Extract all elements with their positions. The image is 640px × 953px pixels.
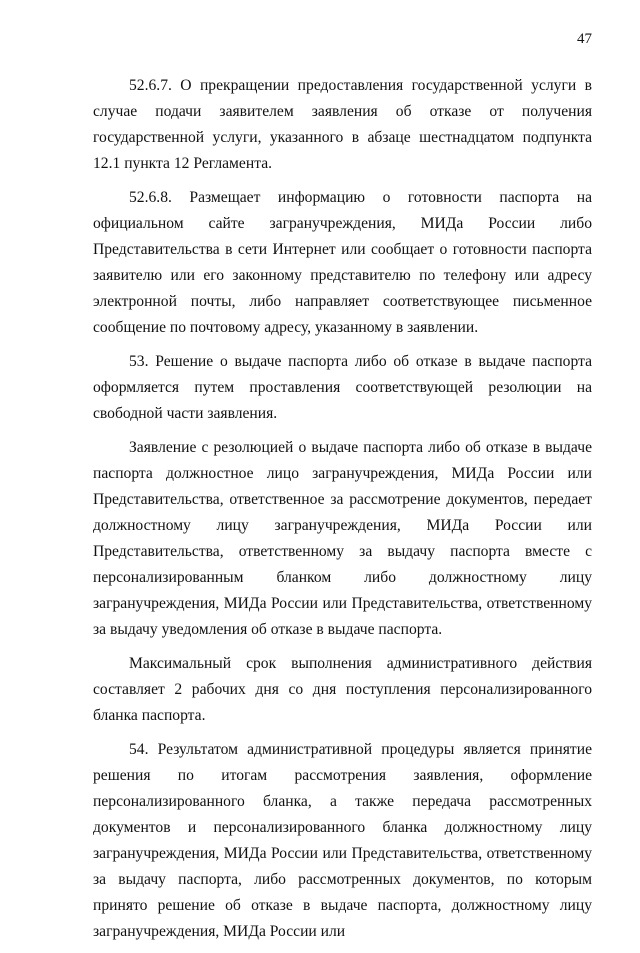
paragraph-54: 54. Результатом административной процедуры является принятие решения по итогам рассмотрения заявления, оформление персонализированного бланка, а также передача рассмотренных документов и персонализированного бланка должностному лицу загранучреждения, МИДа России или Представительства, ответственному за выдачу паспорта, либо рассмотренных документов, по которым принято решение об отказе в выдаче паспорта, должностному лицу загранучреждения, МИДа России или [93, 741, 592, 940]
document-body [93, 73, 592, 953]
paragraph-52-6-7: 52.6.7. О прекращении предоставления государственной услуги в случае подачи заявителем заявления об отказе от получения государственной услуги, указанного в абзаце шестнадцатом подпункта 12.1 пункта 12 Регламента. [93, 77, 592, 172]
paragraph-53: 53. Решение о выдаче паспорта либо об отказе в выдаче паспорта оформляется путем проставления соответствующей резолюции на свободной части заявления. [93, 353, 592, 422]
page-number: 47 [577, 31, 592, 47]
paragraph-application-resolution: Заявление с резолюцией о выдаче паспорта либо об отказе в выдаче паспорта должностное лицо загранучреждения, МИДа России или Представительства, ответственное за рассмотрение документов, передает должностному лицу загранучреждения, МИДа России или Представительства, ответственному за выдачу паспорта вместе с персонализированным бланком либо должностному лицу загранучреждения, МИДа России или Представительства, ответственному за выдачу уведомления об отказе в выдаче паспорта. [93, 439, 592, 638]
paragraph-max-term: Максимальный срок выполнения административного действия составляет 2 рабочих дня со дня поступления персонализированного бланка паспорта. [93, 655, 592, 724]
paragraph-52-6-8: 52.6.8. Размещает информацию о готовности паспорта на официальном сайте загранучреждения, МИДа России либо Представительства в сети Интернет или сообщает о готовности паспорта заявителю или его законному представителю по телефону или адресу электронной почты, либо направляет соответствующее письменное сообщение по почтовому адресу, указанному в заявлении. [93, 189, 592, 336]
